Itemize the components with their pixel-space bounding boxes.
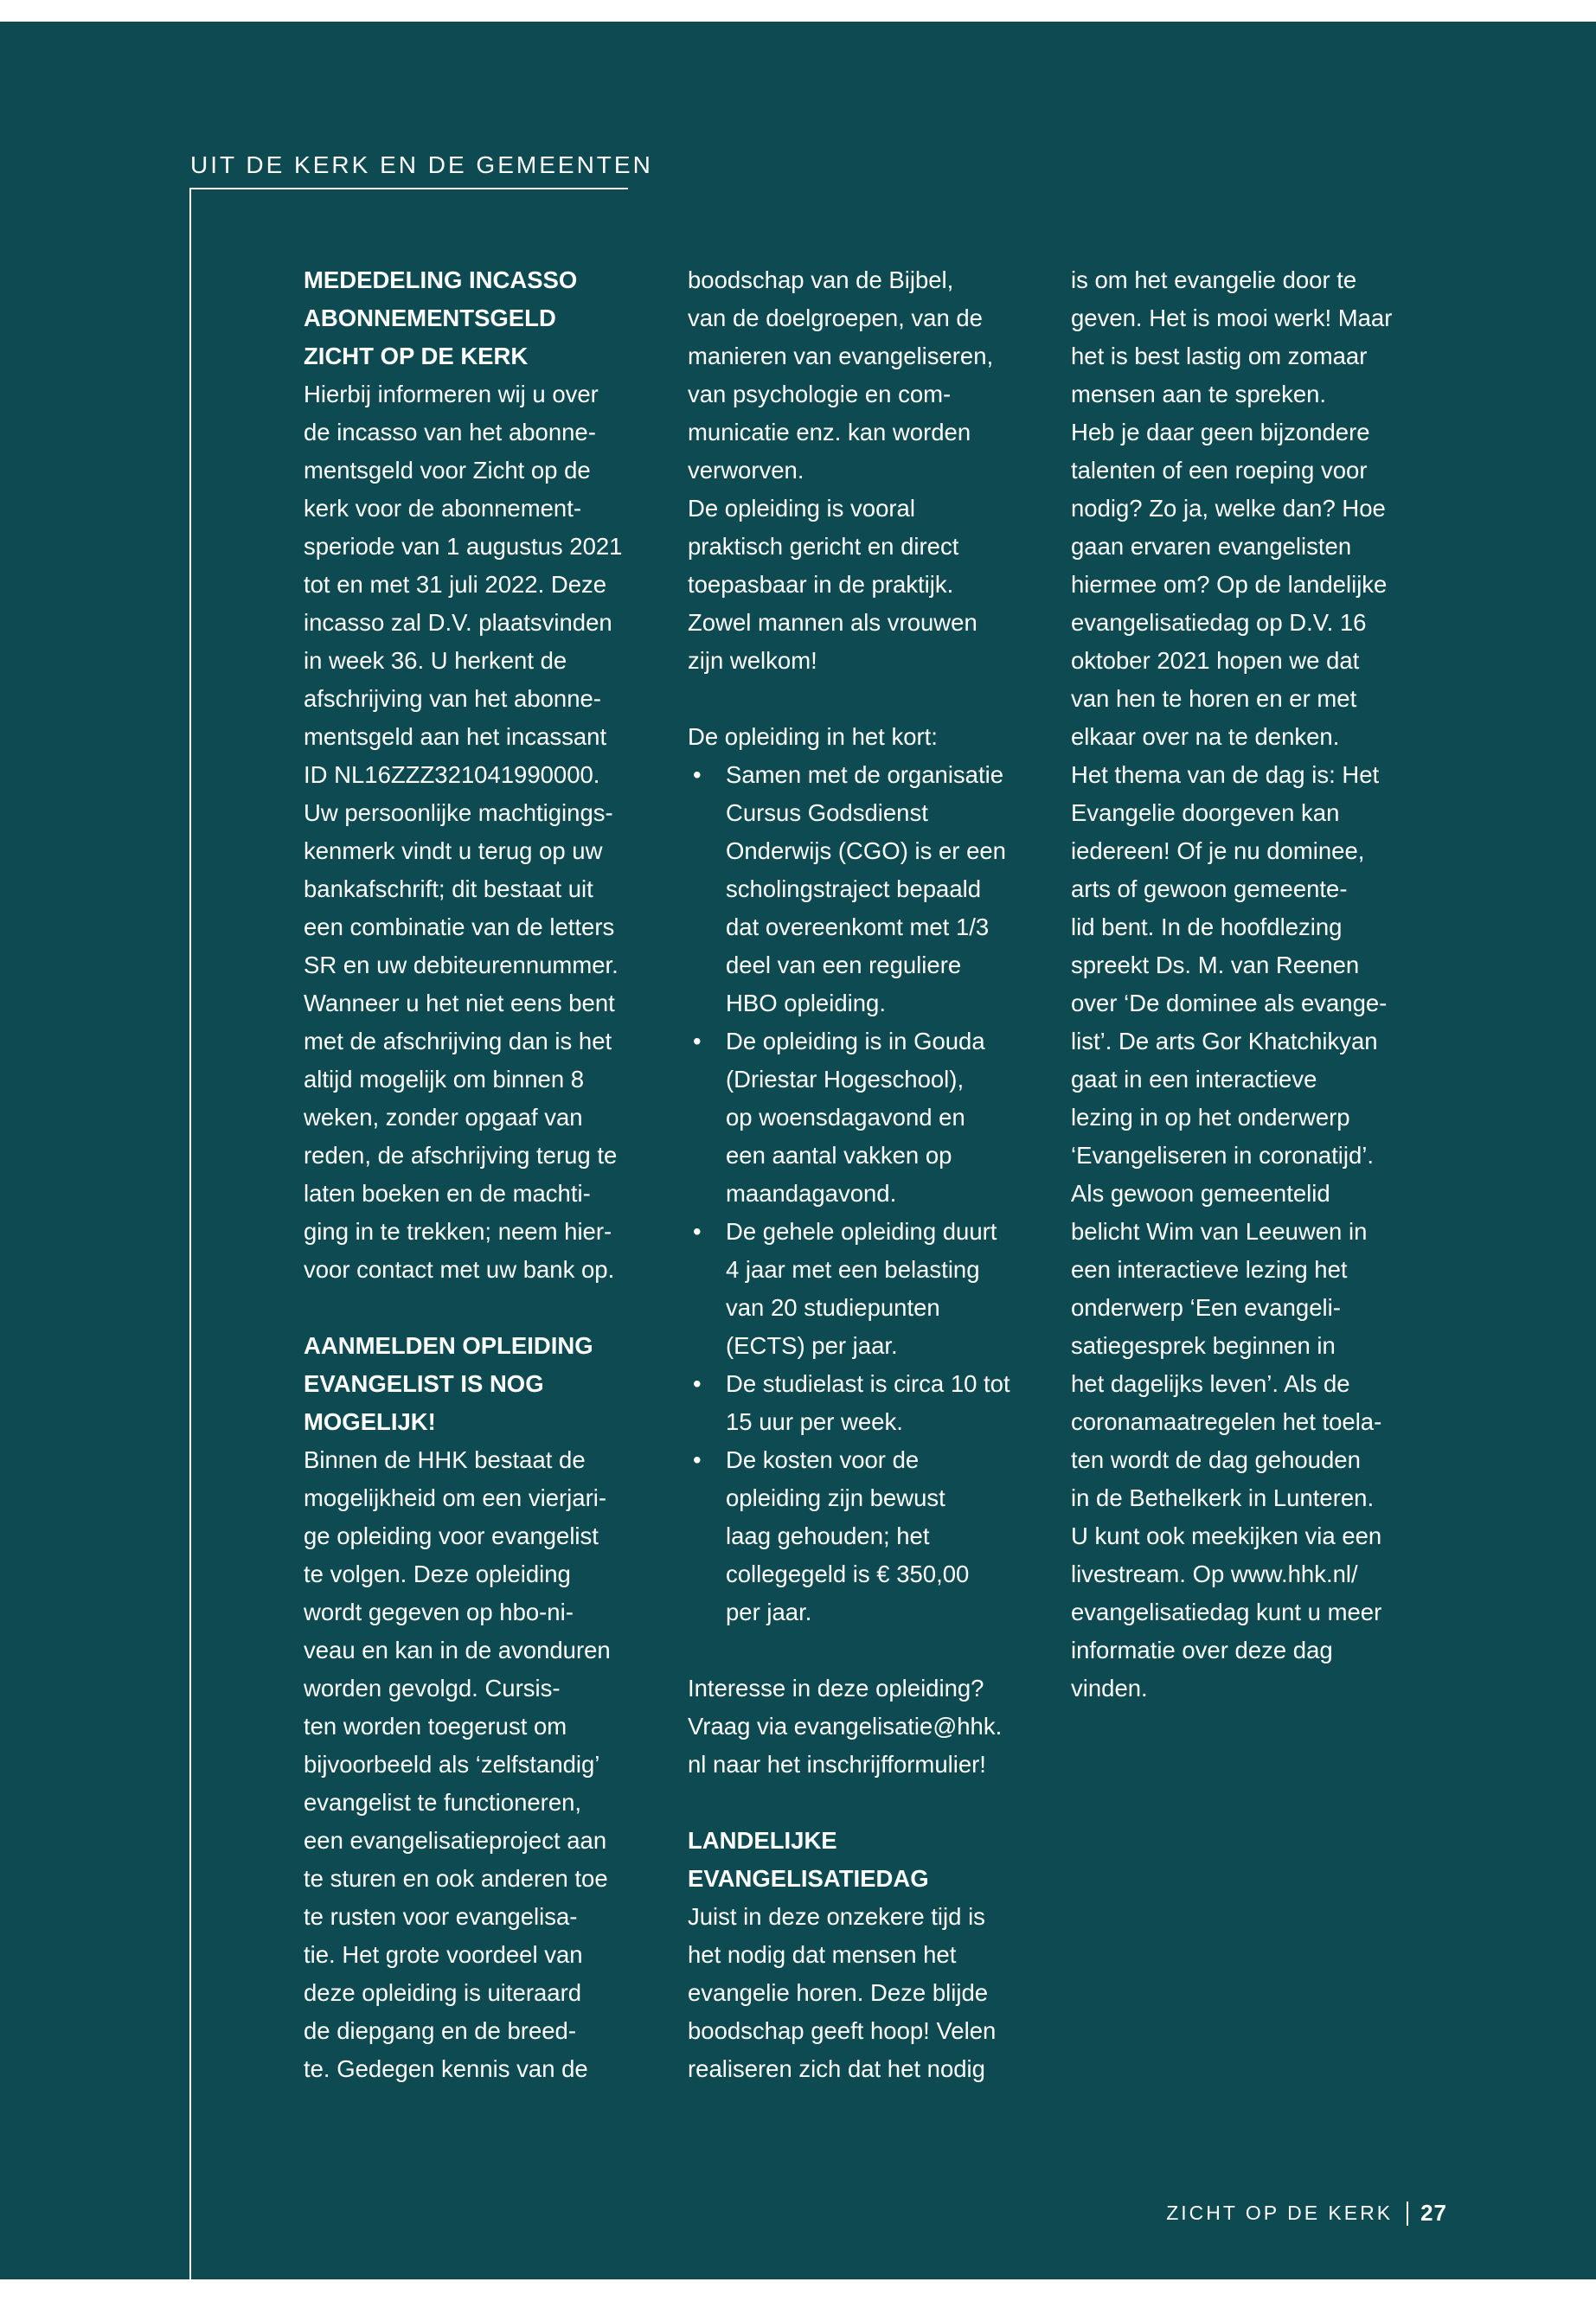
header-rule (190, 188, 628, 189)
heading-incasso: MEDEDELING INCASSO ABONNEMENTSGELD ZICHT OP DE KERK (304, 266, 578, 369)
bullet-icon: • (693, 1028, 702, 1054)
list-item (688, 1022, 1034, 1213)
list-item (688, 1365, 1034, 1441)
magazine-name: ZICHT OP DE KERK (1166, 2202, 1394, 2224)
bullet-icon: • (693, 761, 702, 788)
paragraph-opleiding: Binnen de HHK bestaat de mogelijkheid om een vierjari- ge opleiding voor evangelist te volgen. Deze opleiding wordt gegeven op hbo-ni- veau en kan in de avonduren worden gevolgd. Cursis- ten worden toegerust om bijvoorbeeld als ‘zelfstandig’ evangelist te functioneren, een evangelisatieproject aan te sturen en ook anderen toe te rusten voor evangelisa- tie. Het grote voordeel van deze opleiding is uiteraard de diepgang en de breed- te. Gedegen kennis van de (304, 1446, 611, 2082)
page-number: 27 (1420, 2200, 1447, 2226)
bullet-icon: • (693, 1218, 702, 1245)
paragraph-onzekere-tijd: Juist in deze onzekere tijd is het nodig dat mensen het evangelie horen. Deze blijde boodschap geeft hoop! Velen realiseren zich dat het nodig (688, 1903, 997, 2082)
page-footer (1166, 2200, 1447, 2227)
list-item-text: De opleiding is in Gouda (Driestar Hogeschool), op woensdagavond en een aantal vakken op maandagavond. (726, 1028, 985, 1207)
footer-divider (1407, 2202, 1408, 2226)
paragraph-praktisch: De opleiding is vooral praktisch gericht en direct toepasbaar in de praktijk. Zowel mannen als vrouwen zijn welkom! (688, 495, 977, 674)
column-2 (688, 261, 1034, 2088)
margin-rule (189, 188, 191, 2279)
list-item (688, 1441, 1034, 1631)
list-item-text: De studielast is circa 10 tot 15 uur per week. (726, 1370, 1010, 1435)
bullet-list (688, 756, 1034, 1631)
column-1 (304, 261, 641, 2088)
list-item-text: De gehele opleiding duurt 4 jaar met een belasting van 20 studiepunten (ECTS) per jaar. (726, 1218, 997, 1359)
heading-opleiding: AANMELDEN OPLEIDING EVANGELIST IS NOG MOGELIJK! (304, 1332, 593, 1435)
section-label: UIT DE KERK EN DE GEMEENTEN (190, 151, 653, 178)
bullet-icon: • (693, 1446, 702, 1473)
paragraph-evangelisatiedag: is om het evangelie door te geven. Het is mooi werk! Maar het is best lastig om zomaar mensen aan te spreken. Heb je daar geen bijzondere talenten of een roeping voor nodig? Zo ja, welke dan? Hoe gaan ervaren evangelisten hiermee om? Op de landelijke evangelisatiedag op D.V. 16 oktober 2021 hopen we dat van hen te horen en er met elkaar over na te denken. Het thema van de dag is: Het Evangelie doorgeven kan iedereen! Of je nu dominee, arts of gewoon gemeente- lid bent. In de hoofdlezing spreekt Ds. M. van Reenen over ‘De dominee als evange- list’. De arts Gor Khatchikyan gaat in een interactieve lezing in op het onderwerp ‘Evangeliseren in coronatijd’. Als gewoon gemeentelid belicht Wim van Leeuwen in een interactieve lezing het onderwerp ‘Een evangeli- satiegesprek beginnen in het dagelijks leven’. Als de coronamaatregelen het toela- ten wordt de dag gehouden in de Bethelkerk in Lunteren. U kunt ook meekijken via een livestream. Op www.hhk.nl/ evangelisatiedag kunt u meer informatie over deze dag vinden. (1071, 266, 1393, 1702)
list-item (688, 756, 1034, 1022)
column-3 (1071, 261, 1426, 1708)
list-intro: De opleiding in het kort: (688, 723, 938, 750)
list-item (688, 1213, 1034, 1365)
page-background (0, 22, 1596, 2279)
list-item-text: Samen met de organisatie Cursus Godsdienst Onderwijs (CGO) is er een scholingstraject bepaald dat overeenkomt met 1/3 deel van een reguliere HBO opleiding. (726, 761, 1006, 1016)
paragraph-incasso: Hierbij informeren wij u over de incasso van het abonne- mentsgeld voor Zicht op de kerk voor de abonnement- speriode van 1 augustus 2021 tot en met 31 juli 2022. Deze incasso zal D.V. plaatsvinden in week 36. U herkent de afschrijving van het abonne- mentsgeld aan het incassant ID NL16ZZZ321041990000. Uw persoonlijke machtigings- kenmerk vindt u terug op uw bankafschrift; dit bestaat uit een combinatie van de letters SR en uw debiteurennummer. Wanneer u het niet eens bent met de afschrijving dan is het altijd mogelijk om binnen 8 weken, zonder opgaaf van reden, de afschrijving terug te laten boeken en de machti- ging in te trekken; neem hier- voor contact met uw bank op. (304, 381, 623, 1283)
heading-evangelisatiedag: LANDELIJKE EVANGELISATIEDAG (688, 1827, 929, 1892)
bullet-icon: • (693, 1370, 702, 1397)
paragraph-boodschap: boodschap van de Bijbel, van de doelgroepen, van de manieren van evangeliseren, van psychologie en com- municatie enz. kan worden verworven. (688, 266, 994, 484)
list-item-text: De kosten voor de opleiding zijn bewust laag gehouden; het collegegeld is € 350,00 per jaar. (726, 1446, 970, 1625)
paragraph-interesse: Interesse in deze opleiding? Vraag via evangelisatie@hhk. nl naar het inschrijfformulier! (688, 1675, 1003, 1778)
